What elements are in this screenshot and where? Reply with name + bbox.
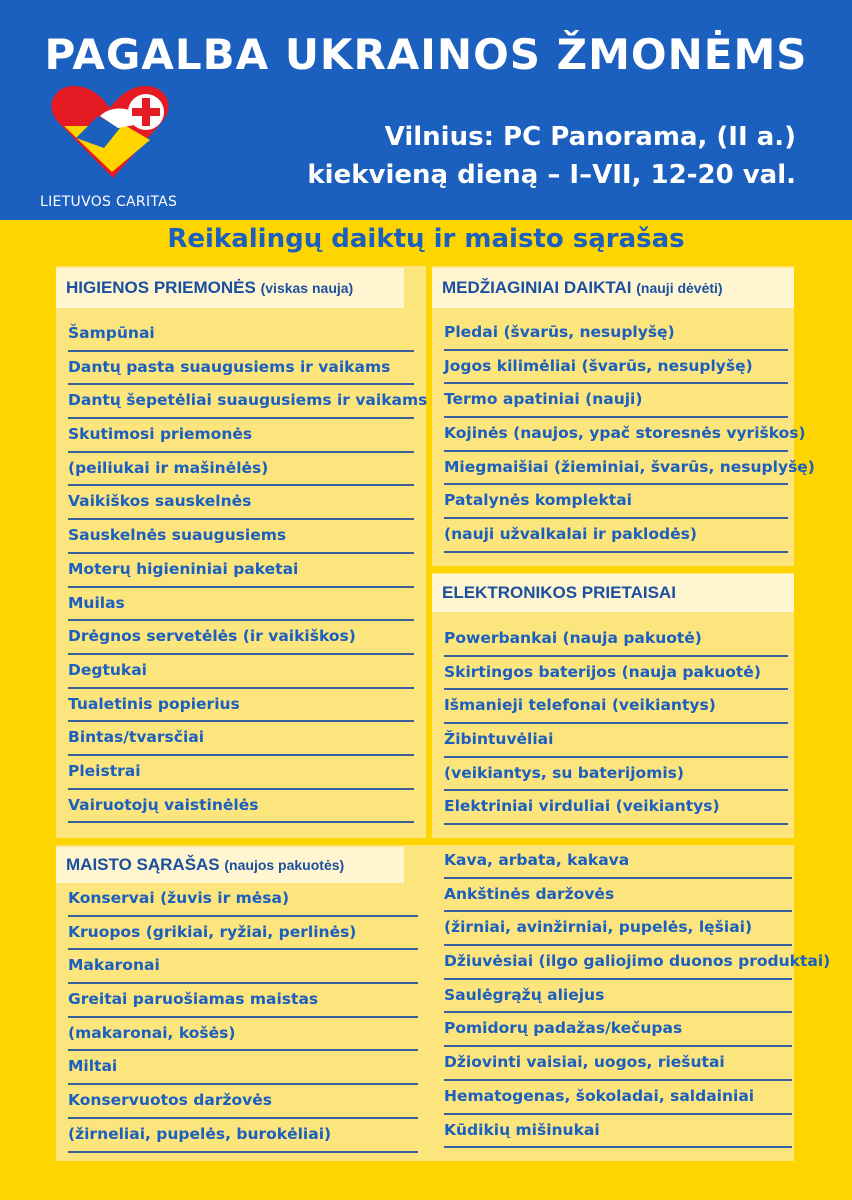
- food-heading: [56, 847, 404, 883]
- list-item: Hematogenas, šokoladai, saldainiai: [444, 1081, 792, 1115]
- electronics-heading: [432, 574, 794, 612]
- list-item: (žirneliai, pupelės, burokėliai): [68, 1119, 418, 1153]
- list-item: Muilas: [68, 588, 414, 622]
- list-item: Powerbankai (nauja pakuotė): [444, 623, 788, 657]
- list-item: Šampūnai: [68, 318, 414, 352]
- list-item: Termo apatiniai (nauji): [444, 384, 788, 418]
- list-item: Žibintuvėliai: [444, 724, 788, 758]
- list-item: Saulėgrąžų aliejus: [444, 980, 792, 1014]
- list-item: (nauji užvalkalai ir paklodės): [444, 519, 788, 553]
- list-item: Elektriniai virduliai (veikiantys): [444, 791, 788, 825]
- list-item: Tualetinis popierius: [68, 689, 414, 723]
- list-item: Dantų šepetėliai suaugusiems ir vaikams: [68, 385, 414, 419]
- materials-heading: [432, 268, 794, 308]
- list-item: Miegmaišiai (žieminiai, švarūs, nesuplyšę): [444, 452, 788, 486]
- list-item: Bintas/tvarsčiai: [68, 722, 414, 756]
- list-item: Pomidorų padažas/kečupas: [444, 1013, 792, 1047]
- list-item: Makaronai: [68, 950, 418, 984]
- list-item: Vairuotojų vaistinėlės: [68, 790, 414, 824]
- list-item: Kūdikių mišinukai: [444, 1115, 792, 1149]
- list-item: Dantų pasta suaugusiems ir vaikams: [68, 352, 414, 386]
- list-item: Džiuvėsiai (ilgo galiojimo duonos produktai): [444, 946, 792, 980]
- page-title: PAGALBA UKRAINOS ŽMONĖMS: [44, 30, 808, 79]
- electronics-title: ELEKTRONIKOS PRIETAISAI: [442, 583, 676, 602]
- list-item: Ankštinės daržovės: [444, 879, 792, 913]
- food-list-right: [444, 845, 831, 1148]
- list-item: Pledai (švarūs, nesuplyšę): [444, 317, 788, 351]
- food-list-left: [68, 883, 418, 1153]
- list-item: (peiliukai ir mašinėlės): [68, 453, 414, 487]
- caritas-heart-logo-icon: [48, 82, 178, 182]
- list-item: Kava, arbata, kakava: [444, 845, 792, 879]
- list-item: Sauskelnės suaugusiems: [68, 520, 414, 554]
- location-address: Vilnius: PC Panorama, (II a.): [384, 122, 796, 152]
- materials-title: MEDŽIAGINIAI DAIKTAI: [442, 278, 632, 297]
- hygiene-note: (viskas nauja): [260, 280, 354, 296]
- list-item: Kruopos (grikiai, ryžiai, perlinės): [68, 917, 418, 951]
- list-item: Drėgnos servetėlės (ir vaikiškos): [68, 621, 414, 655]
- list-item: (veikiantys, su baterijomis): [444, 758, 788, 792]
- list-item: Jogos kilimėliai (švarūs, nesuplyšę): [444, 351, 788, 385]
- list-item: (makaronai, košės): [68, 1018, 418, 1052]
- opening-hours: kiekvieną dieną – I–VII, 12-20 val.: [307, 160, 796, 190]
- list-item: Konservuotos daržovės: [68, 1085, 418, 1119]
- header-banner: [0, 0, 852, 220]
- food-title: MAISTO SĄRAŠAS: [66, 855, 220, 874]
- list-subtitle: Reikalingų daiktų ir maisto sąrašas: [167, 224, 685, 254]
- list-item: Kojinės (naujos, ypač storesnės vyriškos): [444, 418, 788, 452]
- location-info: [307, 118, 796, 194]
- list-item: Degtukai: [68, 655, 414, 689]
- list-item: Moterų higieniniai paketai: [68, 554, 414, 588]
- list-item: Pleistrai: [68, 756, 414, 790]
- materials-list: [444, 317, 815, 553]
- materials-note: (nauji dėvėti): [636, 280, 723, 296]
- list-item: Džiovinti vaisiai, uogos, riešutai: [444, 1047, 792, 1081]
- list-item: Skutimosi priemonės: [68, 419, 414, 453]
- list-item: Patalynės komplektai: [444, 485, 788, 519]
- hygiene-list: [68, 318, 428, 823]
- organization-name: LIETUVOS CARITAS: [40, 194, 178, 210]
- list-item: Išmanieji telefonai (veikiantys): [444, 690, 788, 724]
- list-item: Vaikiškos sauskelnės: [68, 486, 414, 520]
- list-item: Konservai (žuvis ir mėsa): [68, 883, 418, 917]
- hygiene-heading: [56, 268, 404, 308]
- list-item: Greitai paruošiamas maistas: [68, 984, 418, 1018]
- hygiene-title: HIGIENOS PRIEMONĖS: [66, 278, 256, 297]
- list-item: (žirniai, avinžirniai, pupelės, lęšiai): [444, 912, 792, 946]
- list-item: Skirtingos baterijos (nauja pakuotė): [444, 657, 788, 691]
- food-note: (naujos pakuotės): [224, 857, 345, 873]
- list-item: Miltai: [68, 1051, 418, 1085]
- electronics-list: [444, 623, 788, 825]
